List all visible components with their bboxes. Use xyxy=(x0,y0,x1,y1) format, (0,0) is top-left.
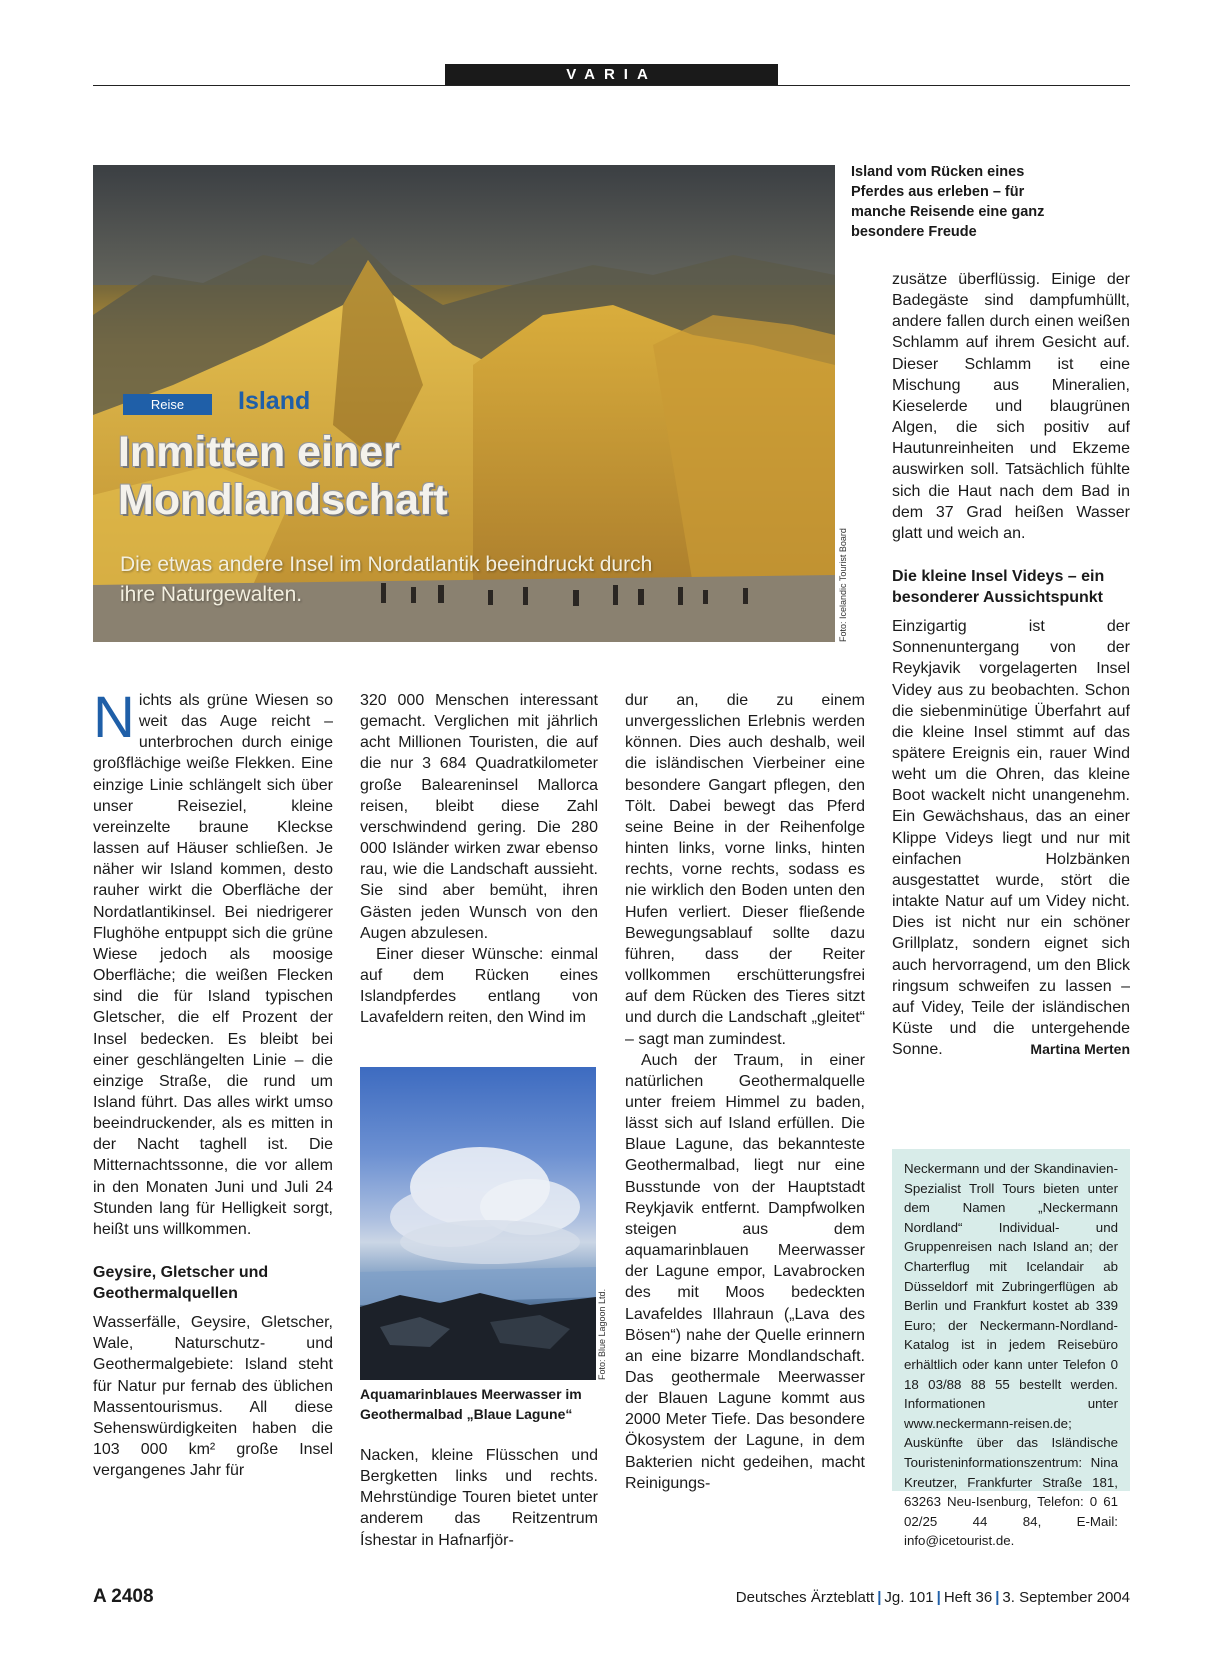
dropcap: N xyxy=(93,685,135,750)
author-name: Martina Merten xyxy=(1030,1041,1130,1058)
article-column-2-continued xyxy=(360,1445,598,1551)
col4-paragraph-1: zusätze überflüssig. Einige der Badegäste sind dampfumhüllt, andere fallen durch einen weißen Schlamm auf ihrem Gesicht auf. Dieser Schlamm ist eine Mischung aus Mineralien, Kieselerde und blaugrünen Algen, die sich positiv auf Hautunreinheiten und Ekzeme auswirken soll. Tatsächlich fühlte sich die Haut nach dem Bad in dem 37 Grad heißen Wasser glatt und weich an. xyxy=(892,271,1130,542)
article-column-2 xyxy=(360,690,598,1029)
lagoon-photo xyxy=(360,1067,596,1380)
header-rule xyxy=(93,85,1130,86)
kicker-title: Island xyxy=(238,387,311,415)
article-subtitle: Die etwas andere Insel im Nordatlantik beeindruckt durch ihre Naturgewalten. xyxy=(120,553,653,606)
col2-paragraph-1: 320 000 Menschen interessant gemacht. Verglichen mit jährlich acht Millionen Touristen, die auf die nur 3 684 Quadratkilometer große Baleareninsel Mallorca reisen, bleibt diese Zahl verschwindend gering. Die 280 000 Isländer wirken zwar ebenso rau, wie die Landschaft aussieht. Sie sind aber bemüht, ihren Gästen jeden Wunsch von den Augen abzulesen. xyxy=(360,692,598,942)
issue: Heft 36 xyxy=(943,1589,993,1606)
footer-citation: Deutsches Ärzteblatt | Jg. 101 | Heft 36 | 3. September 2004 xyxy=(735,1589,1130,1606)
journal-name: Deutsches Ärzteblatt xyxy=(735,1589,875,1606)
issue-date: 3. September 2004 xyxy=(1002,1589,1130,1606)
info-box: Neckermann und der Skandinavien-Spezialist Troll Tours bieten unter dem Namen „Neckermann Nordland“ Individual- und Gruppenreisen nach Island an; der Charterflug mit Icelandair ab Düsseldorf mit Zubringerflügen ab Berlin und Frankfurt kostet ab 339 Euro; der Neckermann-Nordland-Katalog ist in jedem Reisebüro erhältlich oder kann unter Telefon 0 18 03/88 88 55 bestellt werden. Informationen unter www.neckermann-reisen.de; Auskünfte über das Isländische Touristeninformationszentrum: Nina Kreutzer, Frankfurter Straße 181, 63263 Neu-Isenburg, Telefon: 0 61 02/25 44 84, E-Mail: info@icetourist.de. xyxy=(892,1149,1130,1491)
col1-paragraph-1: ichts als grüne Wiesen so weit das Auge reicht – unterbrochen durch einige großflächige weiße Flekken. Eine einzige Linie schlängelt sich über unser Reiseziel, kleine vereinzelte braune Kleckse lassen auf Häuser schließen. Je näher wir Island kommen, desto rauher wirkt die Oberfläche der Nordatlantikinsel. Bei niedrigerer Flughöhe entpuppt sich die grüne Wiese jedoch als moosige Oberfläche; die weißen Flecken sind die für Island typischen Gletscher, die elf Prozent der Insel bedecken. Es bleibt bei einer geschlängelten Linie – die einzige Straße, die rund um Island führt. Das alles wirkt umso beeindruckender, als es mitten in der Nacht taghell ist. Die Mitternachtssonne, die vor allem in den Monaten Juni und Juli 24 Stunden lang für Helligkeit sorgt, heißt uns willkommen. xyxy=(93,692,333,1238)
col1-paragraph-2: Wasserfälle, Geysire, Gletscher, Wale, Naturschutz- und Geothermalgebiete: Island steht für Natur pur fernab des üblichen Massentourismus. All diese Sehenswürdigkeiten haben die 103 000 km² große Insel vergangenes Jahr für xyxy=(93,1314,333,1480)
page-number: A 2408 xyxy=(93,1586,154,1607)
hero-caption: Island vom Rücken eines Pferdes aus erleben – für manche Reisende eine ganz besondere Freude xyxy=(851,164,1045,240)
col4-paragraph-2: Einzigartig ist der Sonnenuntergang von der Reykjavik vorgelagerten Insel Videy aus zu beobachten. Schon die siebenminütige Überfahrt auf die kleine Insel stimmt auf das spätere Ereignis ein, rauer Wind weht um die Ohren, das kleine Boot wackelt nicht unangenehm. Ein Gewächshaus, das an einer Klippe Videys liegt und nur mit einfachen Holzbänken ausgestattet wurde, stört die intakte Natur auf um Videy nicht. Dies ist nicht nur ein schöner Grillplatz, sondern eignet sich auch hervorragend, um den Blick ringsum schweifen zu lassen – auf Videy, Teile der isländischen Küste und die untergehende Sonne. Martina Merten xyxy=(892,616,1130,1060)
col2-paragraph-2: Einer dieser Wünsche: einmal auf dem Rücken eines Islandpferdes entlang von Lavafeldern reiten, den Wind im xyxy=(360,945,598,1027)
hero-photo-credit: Foto: Icelandic Tourist Board xyxy=(838,528,848,642)
col3-paragraph-1: dur an, die zu einem unvergesslichen Erlebnis werden können. Dies auch deshalb, weil die isländischen Vierbeiner eine besondere Gangart pflegen, den Tölt. Dabei bewegt das Pferd seine Beine in der Reihenfolge hinten links, vorne links, hinten rechts, vorne rechts, sodass es nie wirklich den Boden unten den Hufen verliert. Dieser fließende Bewegungsablauf sollte dazu führen, dass der Reiter vollkommen erschütterungsfrei auf dem Rücken des Tieres sitzt und durch die Landschaft „gleitet“ – sagt man zumindest. xyxy=(625,692,865,1048)
article-column-1 xyxy=(93,685,333,1481)
article-column-3 xyxy=(625,690,865,1494)
lagoon-scene xyxy=(360,1067,596,1380)
kicker-badge: Reise xyxy=(123,394,212,415)
col1-subhead: Geysire, Gletscher und Geothermalquellen xyxy=(93,1264,269,1303)
col2-paragraph-3: Nacken, kleine Flüsschen und Bergketten links und rechts. Mehrstündige Touren bietet unter anderem das Reitzentrum Íshestar in Hafnarfjör- xyxy=(360,1447,598,1549)
section-label: VARIA xyxy=(445,64,778,85)
lagoon-photo-credit: Foto: Blue Lagoon Ltd. xyxy=(597,1288,607,1380)
col4-subhead: Die kleine Insel Videys – ein besonderer Aussichtspunkt xyxy=(892,568,1105,607)
article-title: Inmitten einer Mondlandschaft xyxy=(118,428,448,524)
article-column-4 xyxy=(892,269,1130,1060)
col3-paragraph-2: Auch der Traum, in einer natürlichen Geothermalquelle unter freiem Himmel zu baden, lässt sich auf Island erfüllen. Die Blaue Lagune, das bekannteste Geothermalbad, liegt nur eine Busstunde von der Hauptstadt Reykjavik entfernt. Dampfwolken steigen aus dem aquamarinblauen Meerwasser der Lagune empor, Lavabrocken des mit Moos bedeckten Lavafeldes Illahraun („Lava des Bösen“) nahe der Quelle erinnern an eine bizarre Mondlandschaft. Das geothermale Meerwasser der Blauen Lagune kommt aus 2000 Meter Tiefe. Das besondere Ökosystem der Lagune, in dem Bakterien nicht gedeihen, macht Reinigungs- xyxy=(625,1051,865,1492)
volume: Jg. 101 xyxy=(884,1589,934,1606)
lagoon-caption: Aquamarinblaues Meerwasser im Geothermalbad „Blaue Lagune“ xyxy=(360,1386,582,1422)
